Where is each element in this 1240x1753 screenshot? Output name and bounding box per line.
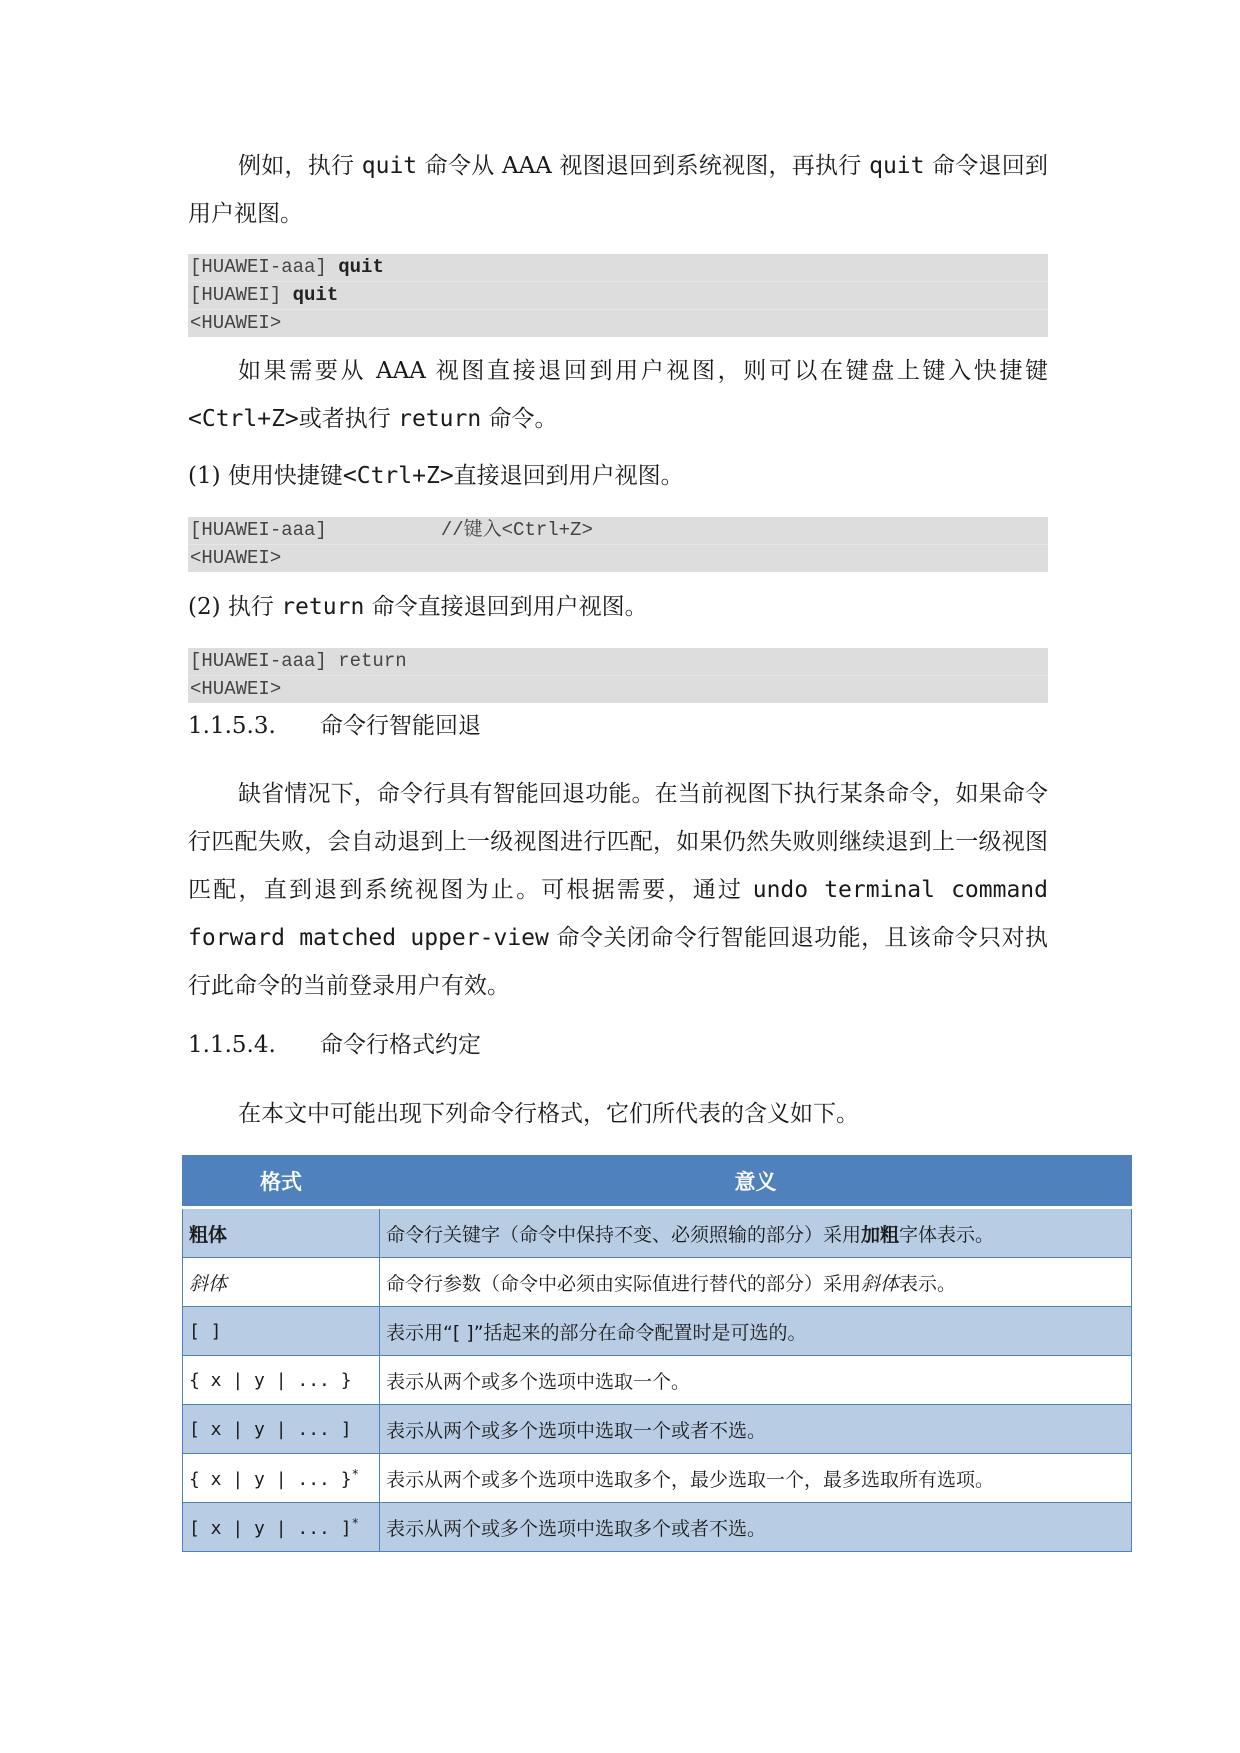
code-block-return — [188, 648, 1048, 703]
undo-command: undo terminal command forward matched upper-view — [188, 877, 1048, 951]
quit-command: quit — [361, 153, 418, 179]
code-line: <HUAWEI> — [190, 547, 282, 569]
table-row — [183, 1208, 1132, 1258]
meaning-cell: 表示从两个或多个选项中选取一个或者不选。 — [380, 1405, 1132, 1454]
code-block-quit — [188, 254, 1048, 337]
section-heading-smart-rollback — [188, 711, 481, 741]
column-header-format: 格式 — [183, 1156, 380, 1208]
code-line: [HUAWEI-aaa] return — [188, 648, 1048, 676]
format-cell: 粗体 — [183, 1208, 380, 1258]
section-number: 1.1.5.4. — [188, 1032, 276, 1058]
meaning-cell: 表示从两个或多个选项中选取一个。 — [380, 1356, 1132, 1405]
format-cell: [ x | y | ... ] — [183, 1405, 380, 1454]
meaning-cell: 表示从两个或多个选项中选取多个，最少选取一个，最多选取所有选项。 — [380, 1454, 1132, 1503]
meaning-cell: 命令行参数（命令中必须由实际值进行替代的部分）采用斜体表示。 — [380, 1258, 1132, 1307]
table-row — [183, 1307, 1132, 1356]
table-row — [183, 1258, 1132, 1307]
table-header-row — [183, 1156, 1132, 1208]
shortcut-key: <Ctrl+Z> — [342, 463, 454, 489]
format-cell: 斜体 — [183, 1258, 380, 1307]
format-cell: [ x | y | ... ]* — [183, 1503, 380, 1552]
table-row — [183, 1356, 1132, 1405]
paragraph-quit-example: 例如，执行 quit 命令从 AAA 视图退回到系统视图，再执行 quit 命令退回到用户视图。 — [188, 153, 1049, 227]
format-conventions-table — [182, 1155, 1132, 1552]
code-line: <HUAWEI> — [190, 678, 282, 700]
column-header-meaning: 意义 — [380, 1156, 1132, 1208]
paragraph-step-1: (1) 使用快捷键<Ctrl+Z>直接退回到用户视图。 — [188, 463, 684, 489]
code-line: [HUAWEI-aaa] quit — [188, 254, 1048, 282]
format-cell: { x | y | ... } — [183, 1356, 380, 1405]
code-line: [HUAWEI] quit — [188, 282, 1048, 310]
table-row — [183, 1503, 1132, 1552]
paragraph-format-intro: 在本文中可能出现下列命令行格式，它们所代表的含义如下。 — [238, 1101, 859, 1127]
section-title: 命令行格式约定 — [320, 1032, 481, 1058]
section-title: 命令行智能回退 — [320, 713, 481, 739]
paragraph-smart-rollback: 缺省情况下，命令行具有智能回退功能。在当前视图下执行某条命令，如果命令行匹配失败，会自动退到上一级视图进行匹配，如果仍然失败则继续退到上一级视图匹配，直到退到系统视图为止。可根据需要，通过 undo terminal command forward matched upper-view 命令关闭命令行智能回退功能，且该命令只对执行此命令的当前登录用户有效。 — [188, 781, 1049, 999]
section-number: 1.1.5.3. — [188, 713, 276, 739]
meaning-cell: 表示从两个或多个选项中选取多个或者不选。 — [380, 1503, 1132, 1552]
code-line: [HUAWEI-aaa] //键入<Ctrl+Z> — [188, 517, 1048, 545]
paragraph-step-2: (2) 执行 return 命令直接退回到用户视图。 — [188, 594, 648, 620]
table-row — [183, 1405, 1132, 1454]
meaning-cell: 命令行关键字（命令中保持不变、必须照输的部分）采用加粗字体表示。 — [380, 1208, 1132, 1258]
table-row — [183, 1454, 1132, 1503]
format-cell: [ ] — [183, 1307, 380, 1356]
format-cell: { x | y | ... }* — [183, 1454, 380, 1503]
return-command: return — [281, 594, 365, 620]
paragraph-return-to-user-view: 如果需要从 AAA 视图直接退回到用户视图，则可以在键盘上键入快捷键<Ctrl+Z>或者执行 return 命令。 — [188, 358, 1048, 432]
code-line: <HUAWEI> — [190, 312, 282, 334]
code-block-ctrl-z — [188, 517, 1048, 572]
section-heading-format-conventions — [188, 1030, 481, 1060]
return-command: return — [398, 406, 482, 432]
quit-command: quit — [869, 153, 925, 179]
shortcut-key: <Ctrl+Z> — [188, 406, 299, 432]
meaning-cell: 表示用“[ ]”括起来的部分在命令配置时是可选的。 — [380, 1307, 1132, 1356]
